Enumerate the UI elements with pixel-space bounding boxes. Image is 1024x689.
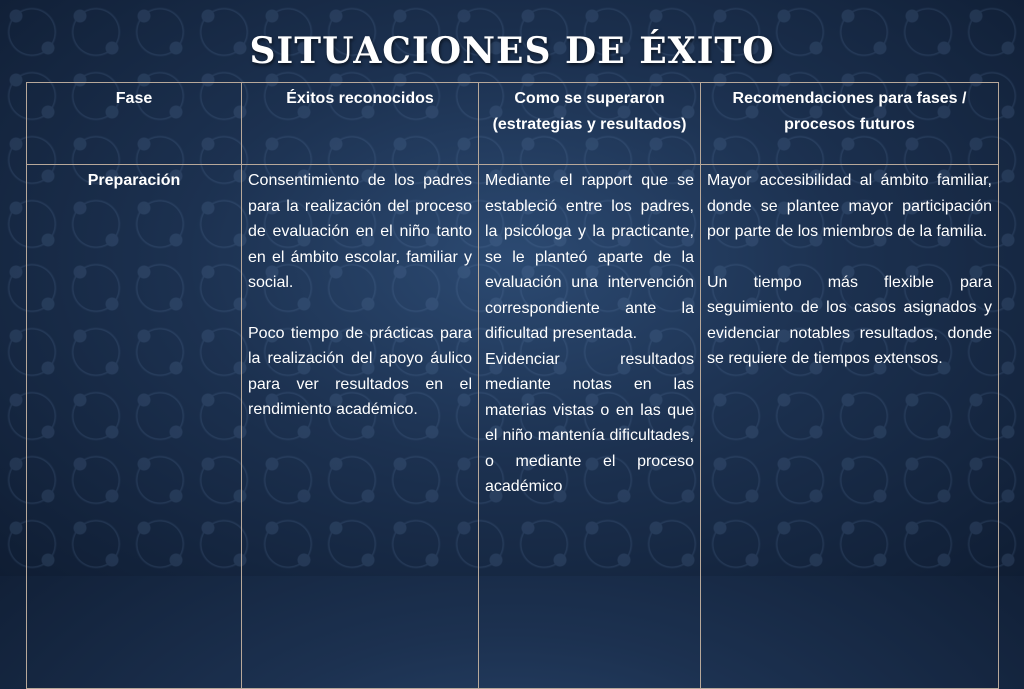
recomendaciones-paragraph-1: Mayor accesibilidad al ámbito familiar, donde se plantee mayor participación por parte de los miembros de la familia. <box>707 172 992 240</box>
header-exitos: Éxitos reconocidos <box>242 83 479 165</box>
como-paragraph-2: Evidenciar resultados mediante notas en las materias vistas o en las que el niño mantenía dificultades, o mediante el proceso académico <box>485 350 694 495</box>
cell-recomendaciones <box>701 165 999 689</box>
cell-como <box>479 165 701 689</box>
table-row <box>27 165 999 689</box>
recomendaciones-paragraph-2: Un tiempo más flexible para seguimiento de los casos asignados y evidenciar notables resultados, donde se requiere de tiempos extensos. <box>707 273 992 367</box>
cell-fase: Preparación <box>27 165 242 689</box>
page-title: SITUACIONES DE ÉXITO <box>249 30 775 72</box>
cell-exitos <box>242 165 479 689</box>
exitos-paragraph-2: Poco tiempo de prácticas para la realización del apoyo áulico para ver resultados en el rendimiento académico. <box>248 324 472 418</box>
header-fase: Fase <box>27 83 242 165</box>
table-header-row <box>27 83 999 165</box>
header-como: Como se superaron (estrategias y resultados) <box>479 83 701 165</box>
como-paragraph-1: Mediante el rapport que se estableció entre los padres, la psicóloga y la practicante, se le planteó aparte de la evaluación una intervención correspondiente ante la dificultad presentada. <box>485 172 694 342</box>
header-recomendaciones: Recomendaciones para fases / procesos futuros <box>701 83 999 165</box>
exitos-paragraph-1: Consentimiento de los padres para la realización del proceso de evaluación en el niño tanto en el ámbito escolar, familiar y social. <box>248 172 472 291</box>
success-situations-table <box>26 82 999 689</box>
